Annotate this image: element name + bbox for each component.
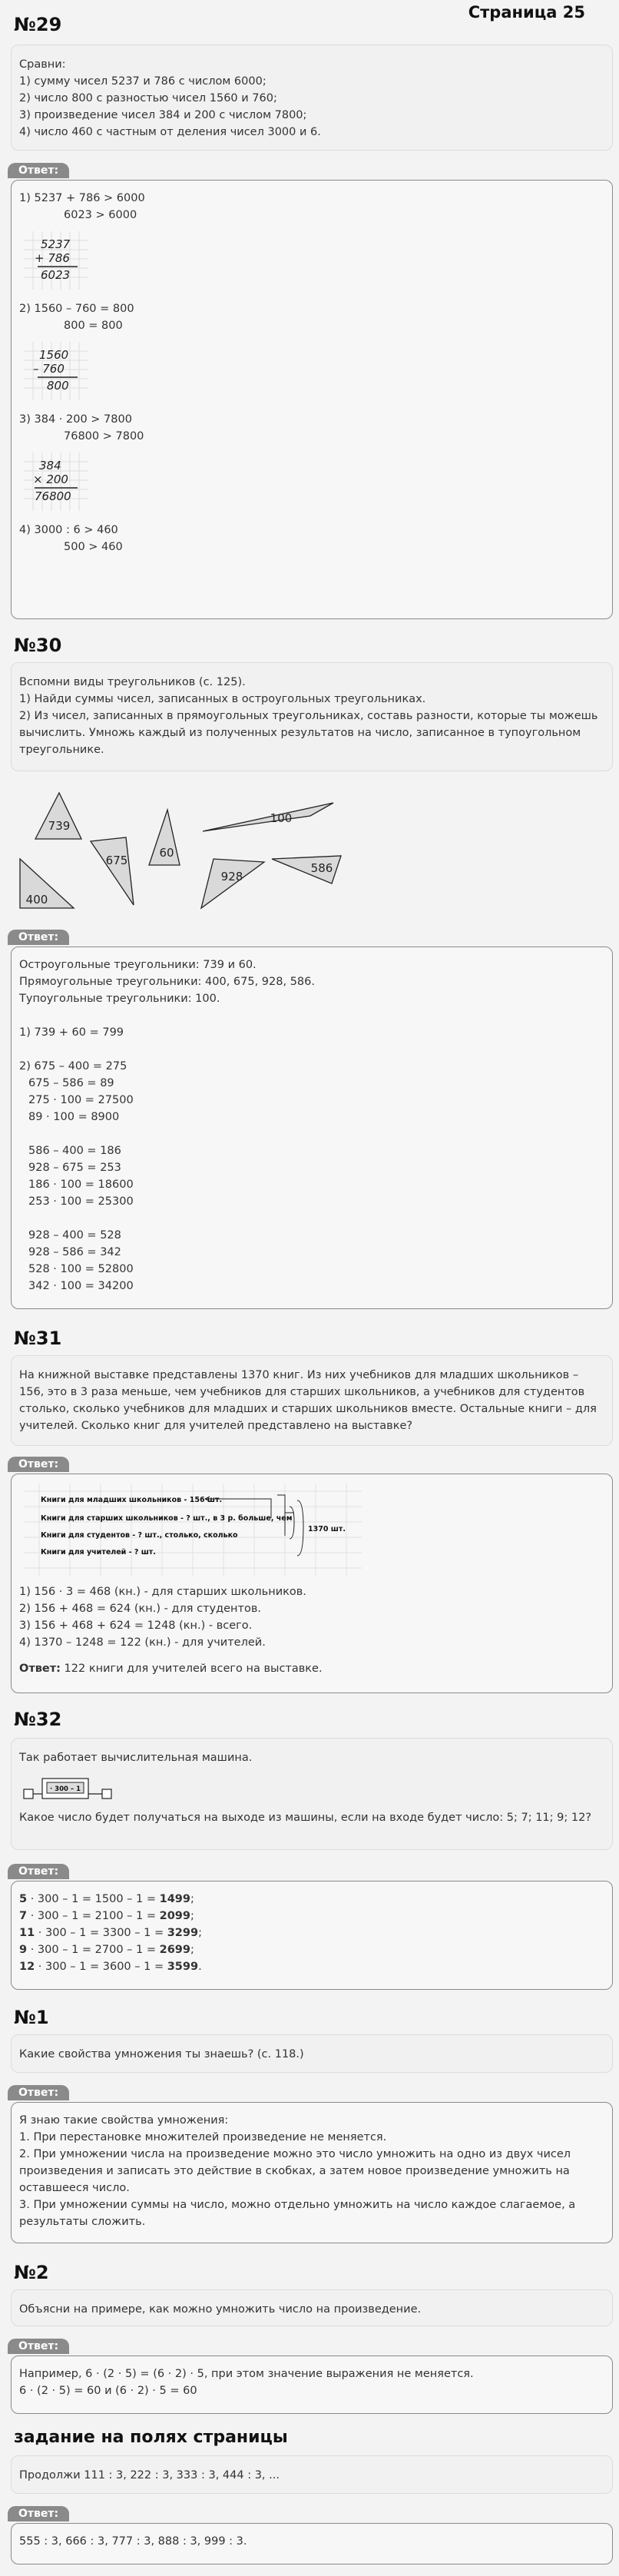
task-29-title: №29 xyxy=(14,14,62,35)
calc-top: 1560 xyxy=(39,348,69,362)
answer-expr: · 300 – 1 = 2700 – 1 = xyxy=(27,1944,160,1956)
task-29-box xyxy=(11,45,613,151)
task-2-box xyxy=(11,2289,613,2326)
task-1-box xyxy=(11,2034,613,2073)
answer-input: 9 xyxy=(19,1944,28,1956)
margin-task-text: Продолжи 111 : 3, 222 : 3, 333 : 3, 444 : 3, ... xyxy=(19,2469,280,2482)
calculating-machine-icon xyxy=(22,1772,114,1803)
task-32-line: Так работает вычислительная машина. xyxy=(19,1752,253,1764)
answer-line: Например, 6 · (2 · 5) = (6 · 2) · 5, при этом значение выражения не меняется. xyxy=(19,2368,474,2380)
answer-tab: Ответ: xyxy=(8,930,69,945)
answer-input: 12 xyxy=(19,1961,35,1973)
calc-mid: – 760 xyxy=(33,362,65,376)
answer-result: 2099 xyxy=(159,1910,190,1922)
task-30-box xyxy=(11,662,613,771)
answer-line: 555 : 3, 666 : 3, 777 : 3, 888 : 3, 999 : 3. xyxy=(19,2535,247,2548)
answer-result: 3599 xyxy=(167,1961,199,1973)
column-multiplication-image xyxy=(24,453,88,511)
answer-line: 3) 156 + 468 + 624 = 1248 (кн.) - всего. xyxy=(19,1620,253,1632)
answer-expr: · 300 – 1 = 2100 – 1 = xyxy=(27,1910,160,1922)
answer-expr: · 300 – 1 = 3300 – 1 = xyxy=(35,1927,167,1939)
task-30-title: №30 xyxy=(14,635,62,656)
calc-mid: + 786 xyxy=(35,251,70,265)
answer-line: Прямоугольные треугольники: 400, 675, 928, 586. xyxy=(19,976,315,988)
answer-line: Тупоугольные треугольники: 100. xyxy=(19,993,220,1005)
triangle-label: 675 xyxy=(105,854,128,867)
triangle-label: 928 xyxy=(220,870,243,884)
answer-tab: Ответ: xyxy=(8,1864,69,1879)
task-29-line: 4) число 460 с частным от деления чисел 3000 и 6. xyxy=(19,126,321,138)
triangle-label: 586 xyxy=(310,861,333,875)
answer-row: 5 · 300 – 1 = 1500 – 1 = 1499; xyxy=(19,1893,194,1905)
answer-input: 5 xyxy=(19,1893,28,1905)
answer-result: 1499 xyxy=(159,1893,190,1905)
answer-line: 1. При перестановке множителей произведение не меняется. xyxy=(19,2131,387,2143)
task-30-line: 1) Найди суммы чисел, записанных в остроугольных треугольниках. xyxy=(19,693,426,705)
answer-line: 928 – 586 = 342 xyxy=(28,1246,121,1258)
answer-row: 9 · 300 – 1 = 2700 – 1 = 2699; xyxy=(19,1944,194,1956)
task-31-text: На книжной выставке представлены 1370 книг. Из них учебников для младших школьников – 156, это в 3 раза меньше, чем учебников для старших школьников, а учебников для студентов столько, сколько учебников для младших и старших школьников вместе. Остальные книги – для учителей. Сколько книг для учителей представлено на выставке? xyxy=(19,1369,597,1432)
answer-line: 800 = 800 xyxy=(64,320,123,332)
answer-line xyxy=(19,1126,604,1142)
final-answer xyxy=(19,1660,604,1677)
task-32-box xyxy=(11,1738,613,1850)
answer-line: 186 · 100 = 18600 xyxy=(28,1179,134,1191)
answer-line: 928 – 400 = 528 xyxy=(28,1229,121,1242)
answer-result: 3299 xyxy=(167,1927,199,1939)
answer-line: 4) 1370 – 1248 = 122 (кн.) - для учителей. xyxy=(19,1636,266,1649)
page-number: Страница 25 xyxy=(468,3,585,22)
column-addition-image xyxy=(24,231,88,290)
calc-top: 5237 xyxy=(41,237,71,251)
answer-expr: · 300 – 1 = 3600 – 1 = xyxy=(35,1961,167,1973)
answer-line: 2. При умножении числа на произведение можно это число умножить на одно из двух чисел произведения и записать это действие в скобках, а затем новое произведение умножить на оставшееся число. xyxy=(19,2148,571,2194)
scheme-total: 1370 шт. xyxy=(308,1525,346,1533)
answer-line: 928 – 675 = 253 xyxy=(28,1162,121,1174)
task-32-line: Какое число будет получаться на выходе из машины, если на входе будет число: 5; 7; 11; 9; 12? xyxy=(19,1812,592,1824)
task-1-answer xyxy=(11,2102,613,2243)
calc-result: 800 xyxy=(47,379,69,393)
answer-tab: Ответ: xyxy=(8,2085,69,2100)
answer-line: 586 – 400 = 186 xyxy=(28,1145,121,1157)
answer-tab: Ответ: xyxy=(8,2506,69,2521)
answer-line: 2) 675 – 400 = 275 xyxy=(19,1060,127,1073)
task-31-box xyxy=(11,1355,613,1446)
task-31-title: №31 xyxy=(14,1328,62,1349)
answer-line: 89 · 100 = 8900 xyxy=(28,1111,120,1123)
answer-line: 275 · 100 = 27500 xyxy=(28,1094,134,1106)
answer-line: Я знаю такие свойства умножения: xyxy=(19,2114,229,2127)
task-32-answer xyxy=(11,1881,613,1990)
answer-line: 1) 156 · 3 = 468 (кн.) - для старших школьников. xyxy=(19,1586,306,1598)
answer-line xyxy=(19,1007,604,1024)
triangles-image xyxy=(11,776,349,914)
answer-row: 7 · 300 – 1 = 2100 – 1 = 2099; xyxy=(19,1910,194,1922)
answer-line: 6 · (2 · 5) = 60 и (6 · 2) · 5 = 60 xyxy=(19,2385,197,2397)
task-32-title: №32 xyxy=(14,1709,62,1730)
short-notation-scheme xyxy=(24,1484,362,1576)
answer-line: Остроугольные треугольники: 739 и 60. xyxy=(19,959,257,971)
margin-task-title: задание на полях страницы xyxy=(14,2428,288,2447)
answer-row: 11 · 300 – 1 = 3300 – 1 = 3299; xyxy=(19,1927,202,1939)
answer-line: 6023 > 6000 xyxy=(64,209,137,221)
task-1-text: Какие свойства умножения ты знаешь? (с. 118.) xyxy=(19,2048,304,2060)
answer-line: 342 · 100 = 34200 xyxy=(28,1280,134,1292)
final-answer-text: 122 книги для учителей всего на выставке. xyxy=(60,1663,323,1675)
margin-task-answer xyxy=(11,2523,613,2564)
answer-line: 1) 739 + 60 = 799 xyxy=(19,1026,124,1039)
task-29-line: 3) произведение чисел 384 и 200 с числом 7800; xyxy=(19,109,307,121)
scheme-line: Книги для студентов - ? шт., столько, сколько xyxy=(41,1531,238,1540)
triangle-label: 100 xyxy=(270,811,293,825)
triangle-label: 739 xyxy=(48,819,71,833)
triangle-label: 400 xyxy=(25,893,48,907)
answer-line: 675 – 586 = 89 xyxy=(28,1077,114,1089)
answer-line: 76800 > 7800 xyxy=(64,430,144,443)
answer-result: 2699 xyxy=(159,1944,190,1956)
answer-line: 3) 384 · 200 > 7800 xyxy=(19,413,132,426)
answer-tab: Ответ: xyxy=(8,163,69,178)
answer-line xyxy=(19,1210,604,1227)
task-31-answer xyxy=(11,1474,613,1693)
answer-line: 2) 1560 – 760 = 800 xyxy=(19,303,134,315)
calc-result: 6023 xyxy=(41,268,71,282)
margin-task-box xyxy=(11,2455,613,2494)
triangle-obtuse xyxy=(203,803,333,831)
machine-label: · 300 – 1 xyxy=(49,1785,81,1793)
answer-line: 500 > 460 xyxy=(64,541,123,553)
answer-line: 528 · 100 = 52800 xyxy=(28,1263,134,1275)
task-2-text: Объясни на примере, как можно умножить число на произведение. xyxy=(19,2303,422,2316)
calc-mid: × 200 xyxy=(33,472,68,486)
answer-line: 3. При умножении суммы на число, можно отдельно умножить на число каждое слагаемое, а результаты сложить. xyxy=(19,2199,576,2228)
task-1-title: №1 xyxy=(14,2007,49,2028)
triangle-label: 60 xyxy=(159,846,174,860)
answer-line: 2) 156 + 468 = 624 (кн.) - для студентов. xyxy=(19,1603,261,1615)
task-29-line: Сравни: xyxy=(19,58,66,71)
answer-line: 253 · 100 = 25300 xyxy=(28,1195,134,1208)
answer-row: 12 · 300 – 1 = 3600 – 1 = 3599. xyxy=(19,1961,202,1973)
task-29-line: 2) число 800 с разностью чисел 1560 и 760; xyxy=(19,92,277,104)
answer-tab: Ответ: xyxy=(8,2339,69,2354)
task-30-line: Вспомни виды треугольников (с. 125). xyxy=(19,676,246,688)
calc-top: 384 xyxy=(39,459,61,472)
triangle-right xyxy=(91,837,134,905)
answer-line xyxy=(19,1041,604,1058)
answer-input: 7 xyxy=(19,1910,28,1922)
calc-result: 76800 xyxy=(35,489,71,503)
triangle-right xyxy=(201,859,264,908)
final-answer-label: Ответ: xyxy=(19,1663,61,1675)
task-30-answer xyxy=(11,947,613,1309)
answer-expr: · 300 – 1 = 1500 – 1 = xyxy=(27,1893,160,1905)
answer-line: 4) 3000 : 6 > 460 xyxy=(19,524,118,536)
task-29-line: 1) сумму чисел 5237 и 786 с числом 6000; xyxy=(19,75,266,88)
column-subtraction-image xyxy=(24,342,88,400)
task-30-line: 2) Из чисел, записанных в прямоугольных треугольниках, составь разности, которые ты можешь вычислить. Умножь каждый из полученных результатов на число, записанное в тупоугольном треугольнике. xyxy=(19,710,598,756)
task-2-title: №2 xyxy=(14,2262,49,2283)
answer-input: 11 xyxy=(19,1927,35,1939)
scheme-line: Книги для младших школьников - 156 шт. xyxy=(41,1496,223,1504)
scheme-line: Книги для учителей - ? шт. xyxy=(41,1548,156,1557)
scheme-line: Книги для старших школьников - ? шт., в 3 р. больше, чем xyxy=(41,1514,293,1523)
answer-tab: Ответ: xyxy=(8,1457,69,1472)
answer-line: 1) 5237 + 786 > 6000 xyxy=(19,192,145,204)
task-29-answer xyxy=(11,180,613,619)
task-2-answer xyxy=(11,2356,613,2414)
